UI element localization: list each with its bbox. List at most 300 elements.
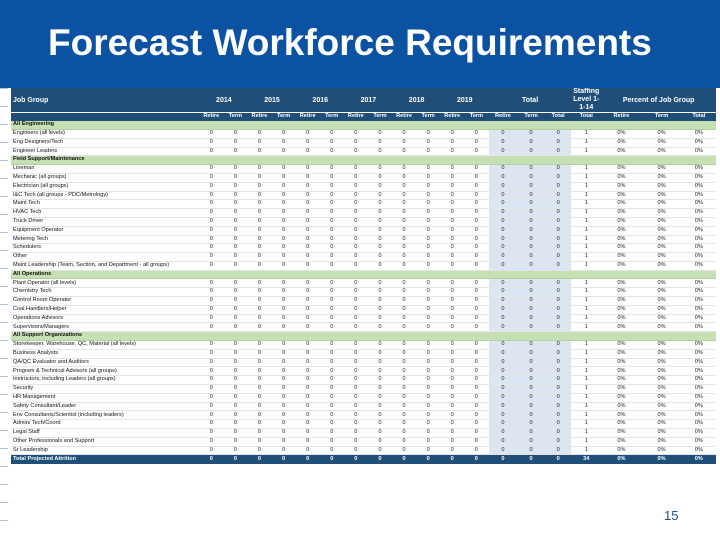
count-cell: 0: [416, 420, 441, 429]
count-cell: 0: [393, 200, 416, 209]
percent-cell: 0%: [641, 173, 681, 182]
table-row: [11, 349, 716, 358]
count-cell: 0: [296, 147, 319, 156]
job-group-label: Supervisors/Managers: [11, 323, 200, 332]
percent-cell: 0%: [682, 138, 716, 147]
percent-cell: 0%: [601, 173, 641, 182]
count-cell: 0: [200, 235, 223, 244]
count-cell: 0: [464, 226, 489, 235]
count-cell: 0: [271, 288, 296, 297]
count-cell: 0: [393, 173, 416, 182]
count-cell: 0: [200, 402, 223, 411]
count-cell: 0: [296, 402, 319, 411]
count-cell: 0: [441, 437, 464, 446]
count-cell: 0: [344, 446, 367, 455]
count-cell: 0: [393, 235, 416, 244]
count-cell: 0: [200, 323, 223, 332]
percent-cell: 0%: [601, 411, 641, 420]
count-cell: 0: [223, 367, 248, 376]
count-cell: 0: [319, 173, 344, 182]
count-cell: 0: [393, 385, 416, 394]
count-cell: 0: [344, 244, 367, 253]
count-cell: 0: [545, 182, 571, 191]
count-cell: 0: [248, 297, 271, 306]
count-cell: 0: [271, 261, 296, 270]
count-cell: 0: [367, 446, 392, 455]
percent-cell: 0%: [601, 349, 641, 358]
count-cell: 0: [393, 446, 416, 455]
job-group-label: Electrician (all groups): [11, 182, 200, 191]
percent-cell: 0%: [641, 323, 681, 332]
table-row: [11, 235, 716, 244]
count-cell: 0: [248, 429, 271, 438]
count-cell: 0: [271, 165, 296, 174]
percent-cell: 0%: [601, 217, 641, 226]
percent-cell: 0%: [641, 341, 681, 350]
count-cell: 0: [416, 358, 441, 367]
count-cell: 0: [367, 420, 392, 429]
count-cell: 0: [416, 402, 441, 411]
count-cell: 0: [248, 305, 271, 314]
count-cell: 0: [248, 314, 271, 323]
percent-cell: 0%: [601, 323, 641, 332]
count-cell: 0: [517, 244, 545, 253]
count-cell: 0: [271, 314, 296, 323]
staffing-level-header: Staffing Level 1-1-14: [571, 88, 601, 113]
count-cell: 0: [223, 253, 248, 262]
count-cell: 0: [271, 244, 296, 253]
page-number: 15: [664, 508, 679, 523]
count-cell: 0: [319, 393, 344, 402]
count-cell: 0: [367, 253, 392, 262]
count-cell: 0: [393, 455, 416, 465]
percent-cell: 0%: [682, 182, 716, 191]
count-cell: 0: [223, 200, 248, 209]
count-cell: 0: [367, 165, 392, 174]
percent-cell: 0%: [641, 367, 681, 376]
term-subheader: Term: [223, 113, 248, 122]
percent-cell: 0%: [601, 226, 641, 235]
percent-cell: 0%: [682, 261, 716, 270]
count-cell: 0: [296, 314, 319, 323]
year-header: 2018: [393, 88, 441, 113]
count-cell: 0: [441, 191, 464, 200]
count-cell: 0: [248, 200, 271, 209]
percent-cell: 0%: [601, 367, 641, 376]
percent-cell: 0%: [641, 209, 681, 218]
count-cell: 0: [393, 341, 416, 350]
percent-cell: 0%: [601, 147, 641, 156]
count-cell: 0: [271, 385, 296, 394]
count-cell: 0: [489, 429, 517, 438]
count-cell: 0: [464, 455, 489, 465]
count-cell: 0: [441, 279, 464, 288]
job-group-label: Maint Leadership (Team, Section, and Department - all groups): [11, 261, 200, 270]
percent-cell: 0%: [641, 297, 681, 306]
count-cell: 0: [416, 376, 441, 385]
job-group-label: QA/QC Evaluator and Auditors: [11, 358, 200, 367]
job-group-label: Plant Operator (all levels): [11, 279, 200, 288]
count-cell: 0: [319, 226, 344, 235]
count-cell: 0: [296, 253, 319, 262]
retire-subheader: Retire: [601, 113, 641, 122]
percent-cell: 0%: [641, 129, 681, 138]
percent-cell: 0%: [682, 279, 716, 288]
count-cell: 0: [489, 244, 517, 253]
count-cell: 0: [464, 305, 489, 314]
percent-cell: 0%: [601, 253, 641, 262]
count-cell: 0: [545, 165, 571, 174]
table-row: [11, 297, 716, 306]
percent-cell: 0%: [641, 376, 681, 385]
count-cell: 0: [545, 455, 571, 465]
count-cell: 0: [416, 446, 441, 455]
count-cell: 0: [393, 349, 416, 358]
percent-cell: 0%: [601, 165, 641, 174]
count-cell: 0: [545, 279, 571, 288]
table-row: [11, 261, 716, 270]
count-cell: 0: [344, 314, 367, 323]
count-cell: 0: [545, 147, 571, 156]
count-cell: 0: [200, 217, 223, 226]
count-cell: 0: [545, 349, 571, 358]
count-cell: 0: [464, 437, 489, 446]
count-cell: 0: [441, 429, 464, 438]
count-cell: 0: [319, 314, 344, 323]
retire-subheader: Retire: [441, 113, 464, 122]
count-cell: 0: [517, 200, 545, 209]
count-cell: 0: [319, 244, 344, 253]
percent-cell: 0%: [601, 244, 641, 253]
count-cell: 0: [296, 165, 319, 174]
staffing-cell: 1: [571, 305, 601, 314]
count-cell: 0: [489, 305, 517, 314]
count-cell: 0: [416, 429, 441, 438]
count-cell: 0: [344, 147, 367, 156]
count-cell: 0: [545, 297, 571, 306]
count-cell: 0: [367, 429, 392, 438]
table-row: [11, 253, 716, 262]
count-cell: 0: [367, 349, 392, 358]
count-cell: 0: [441, 358, 464, 367]
count-cell: 0: [296, 261, 319, 270]
count-cell: 0: [319, 446, 344, 455]
count-cell: 0: [393, 411, 416, 420]
count-cell: 0: [271, 182, 296, 191]
count-cell: 0: [393, 138, 416, 147]
percent-cell: 0%: [601, 429, 641, 438]
count-cell: 0: [464, 200, 489, 209]
count-cell: 0: [319, 279, 344, 288]
count-cell: 0: [344, 182, 367, 191]
count-cell: 0: [416, 244, 441, 253]
count-cell: 0: [441, 165, 464, 174]
staffing-cell: 1: [571, 288, 601, 297]
count-cell: 0: [344, 297, 367, 306]
count-cell: 0: [296, 305, 319, 314]
count-cell: 0: [441, 376, 464, 385]
count-cell: 0: [517, 279, 545, 288]
count-cell: 0: [416, 393, 441, 402]
count-cell: 0: [344, 209, 367, 218]
count-cell: 0: [545, 217, 571, 226]
count-cell: 0: [545, 385, 571, 394]
percent-cell: 0%: [682, 244, 716, 253]
count-cell: 0: [296, 235, 319, 244]
count-cell: 0: [271, 279, 296, 288]
count-cell: 0: [319, 147, 344, 156]
percent-cell: 0%: [601, 305, 641, 314]
staffing-cell: 1: [571, 323, 601, 332]
count-cell: 0: [248, 446, 271, 455]
count-cell: 0: [296, 323, 319, 332]
count-cell: 0: [296, 341, 319, 350]
table-row: [11, 385, 716, 394]
count-cell: 0: [464, 314, 489, 323]
percent-cell: 0%: [682, 455, 716, 465]
staffing-cell: 1: [571, 314, 601, 323]
count-cell: 0: [296, 138, 319, 147]
table-row: [11, 411, 716, 420]
attrition-spreadsheet: [11, 88, 716, 527]
count-cell: 0: [344, 261, 367, 270]
count-cell: 0: [223, 411, 248, 420]
decorative-side-lines: [0, 88, 8, 528]
count-cell: 0: [517, 393, 545, 402]
count-cell: 0: [344, 235, 367, 244]
table-body: [11, 121, 716, 464]
count-cell: 0: [489, 323, 517, 332]
count-cell: 0: [271, 253, 296, 262]
count-cell: 0: [393, 376, 416, 385]
count-cell: 0: [441, 411, 464, 420]
count-cell: 0: [517, 411, 545, 420]
count-cell: 0: [367, 138, 392, 147]
count-cell: 0: [200, 165, 223, 174]
staffing-cell: 1: [571, 358, 601, 367]
count-cell: 0: [319, 261, 344, 270]
percent-cell: 0%: [682, 226, 716, 235]
count-cell: 0: [416, 217, 441, 226]
staffing-cell: 1: [571, 402, 601, 411]
year-header: 2016: [296, 88, 344, 113]
total-subheader: Total: [545, 113, 571, 122]
percent-cell: 0%: [682, 411, 716, 420]
count-cell: 0: [344, 173, 367, 182]
count-cell: 0: [319, 323, 344, 332]
count-cell: 0: [517, 129, 545, 138]
count-cell: 0: [416, 314, 441, 323]
count-cell: 0: [223, 138, 248, 147]
percent-cell: 0%: [682, 385, 716, 394]
percent-cell: 0%: [682, 341, 716, 350]
count-cell: 0: [441, 138, 464, 147]
count-cell: 0: [416, 437, 441, 446]
table-row: [11, 165, 716, 174]
count-cell: 0: [223, 209, 248, 218]
job-group-label: Engineers (all levels): [11, 129, 200, 138]
count-cell: 0: [296, 367, 319, 376]
count-cell: 0: [271, 305, 296, 314]
count-cell: 0: [248, 226, 271, 235]
count-cell: 0: [248, 253, 271, 262]
count-cell: 0: [517, 420, 545, 429]
percent-cell: 0%: [641, 411, 681, 420]
count-cell: 0: [248, 455, 271, 465]
table-row: [11, 323, 716, 332]
staffing-cell: 1: [571, 253, 601, 262]
count-cell: 0: [545, 253, 571, 262]
percent-cell: 0%: [641, 288, 681, 297]
count-cell: 0: [367, 261, 392, 270]
job-group-label: Other Professionals and Support: [11, 437, 200, 446]
count-cell: 0: [248, 341, 271, 350]
count-cell: 0: [296, 385, 319, 394]
count-cell: 0: [416, 297, 441, 306]
staffing-total-subheader: Total: [571, 113, 601, 122]
count-cell: 0: [489, 376, 517, 385]
job-group-label: Engineer Leaders: [11, 147, 200, 156]
count-cell: 0: [271, 402, 296, 411]
percent-cell: 0%: [601, 138, 641, 147]
count-cell: 0: [416, 235, 441, 244]
count-cell: 0: [271, 411, 296, 420]
header-row-main: [11, 88, 716, 113]
count-cell: 0: [367, 235, 392, 244]
count-cell: 0: [200, 455, 223, 465]
count-cell: 0: [393, 323, 416, 332]
count-cell: 0: [545, 209, 571, 218]
count-cell: 0: [344, 191, 367, 200]
count-cell: 0: [416, 226, 441, 235]
count-cell: 0: [464, 129, 489, 138]
total-subheader: Total: [682, 113, 716, 122]
count-cell: 0: [441, 173, 464, 182]
count-cell: 0: [367, 385, 392, 394]
count-cell: 0: [344, 217, 367, 226]
count-cell: 0: [200, 420, 223, 429]
total-label: Total Projected Attrition: [11, 455, 200, 465]
table-row: [11, 314, 716, 323]
job-group-label: Maint Tech: [11, 200, 200, 209]
count-cell: 0: [223, 182, 248, 191]
table-row: [11, 376, 716, 385]
count-cell: 0: [441, 200, 464, 209]
count-cell: 0: [416, 182, 441, 191]
count-cell: 0: [271, 191, 296, 200]
count-cell: 0: [489, 411, 517, 420]
staffing-cell: 1: [571, 191, 601, 200]
count-cell: 0: [545, 437, 571, 446]
count-cell: 0: [545, 138, 571, 147]
count-cell: 0: [296, 420, 319, 429]
count-cell: 0: [248, 235, 271, 244]
count-cell: 0: [441, 261, 464, 270]
count-cell: 0: [344, 367, 367, 376]
percent-cell: 0%: [601, 358, 641, 367]
count-cell: 0: [464, 288, 489, 297]
percent-cell: 0%: [601, 385, 641, 394]
count-cell: 0: [248, 165, 271, 174]
count-cell: 0: [296, 209, 319, 218]
count-cell: 0: [344, 165, 367, 174]
count-cell: 0: [319, 209, 344, 218]
count-cell: 0: [441, 297, 464, 306]
count-cell: 0: [393, 209, 416, 218]
count-cell: 0: [367, 367, 392, 376]
count-cell: 0: [416, 288, 441, 297]
count-cell: 0: [200, 191, 223, 200]
count-cell: 0: [319, 341, 344, 350]
count-cell: 0: [489, 402, 517, 411]
count-cell: 0: [393, 261, 416, 270]
count-cell: 0: [200, 297, 223, 306]
percent-cell: 0%: [601, 288, 641, 297]
count-cell: 0: [248, 147, 271, 156]
count-cell: 0: [319, 402, 344, 411]
count-cell: 0: [545, 288, 571, 297]
count-cell: 0: [271, 341, 296, 350]
count-cell: 0: [344, 420, 367, 429]
count-cell: 0: [248, 279, 271, 288]
count-cell: 0: [464, 138, 489, 147]
count-cell: 0: [223, 173, 248, 182]
count-cell: 0: [200, 209, 223, 218]
staffing-cell: 1: [571, 279, 601, 288]
job-group-label: Env Consultants/Scientist (including leaders): [11, 411, 200, 420]
count-cell: 0: [296, 297, 319, 306]
count-cell: 0: [441, 235, 464, 244]
count-cell: 0: [367, 437, 392, 446]
count-cell: 0: [367, 182, 392, 191]
count-cell: 0: [393, 226, 416, 235]
percent-cell: 0%: [641, 446, 681, 455]
count-cell: 0: [367, 314, 392, 323]
count-cell: 0: [441, 217, 464, 226]
count-cell: 0: [393, 165, 416, 174]
count-cell: 0: [248, 367, 271, 376]
count-cell: 0: [344, 358, 367, 367]
count-cell: 0: [367, 358, 392, 367]
section-row: [11, 121, 716, 129]
count-cell: 0: [296, 411, 319, 420]
count-cell: 0: [271, 358, 296, 367]
count-cell: 0: [489, 314, 517, 323]
percent-cell: 0%: [601, 455, 641, 465]
count-cell: 0: [248, 261, 271, 270]
count-cell: 0: [223, 261, 248, 270]
count-cell: 0: [489, 279, 517, 288]
count-cell: 0: [545, 323, 571, 332]
staffing-cell: 1: [571, 226, 601, 235]
table-row: [11, 279, 716, 288]
section-label: All Engineering: [11, 121, 716, 129]
count-cell: 0: [200, 314, 223, 323]
count-cell: 0: [223, 129, 248, 138]
count-cell: 0: [200, 437, 223, 446]
count-cell: 0: [223, 288, 248, 297]
percent-cell: 0%: [641, 182, 681, 191]
count-cell: 0: [416, 191, 441, 200]
count-cell: 0: [517, 209, 545, 218]
count-cell: 0: [464, 217, 489, 226]
count-cell: 0: [441, 226, 464, 235]
percent-cell: 0%: [641, 393, 681, 402]
count-cell: 0: [393, 437, 416, 446]
count-cell: 0: [271, 217, 296, 226]
percent-cell: 0%: [682, 129, 716, 138]
count-cell: 0: [393, 305, 416, 314]
